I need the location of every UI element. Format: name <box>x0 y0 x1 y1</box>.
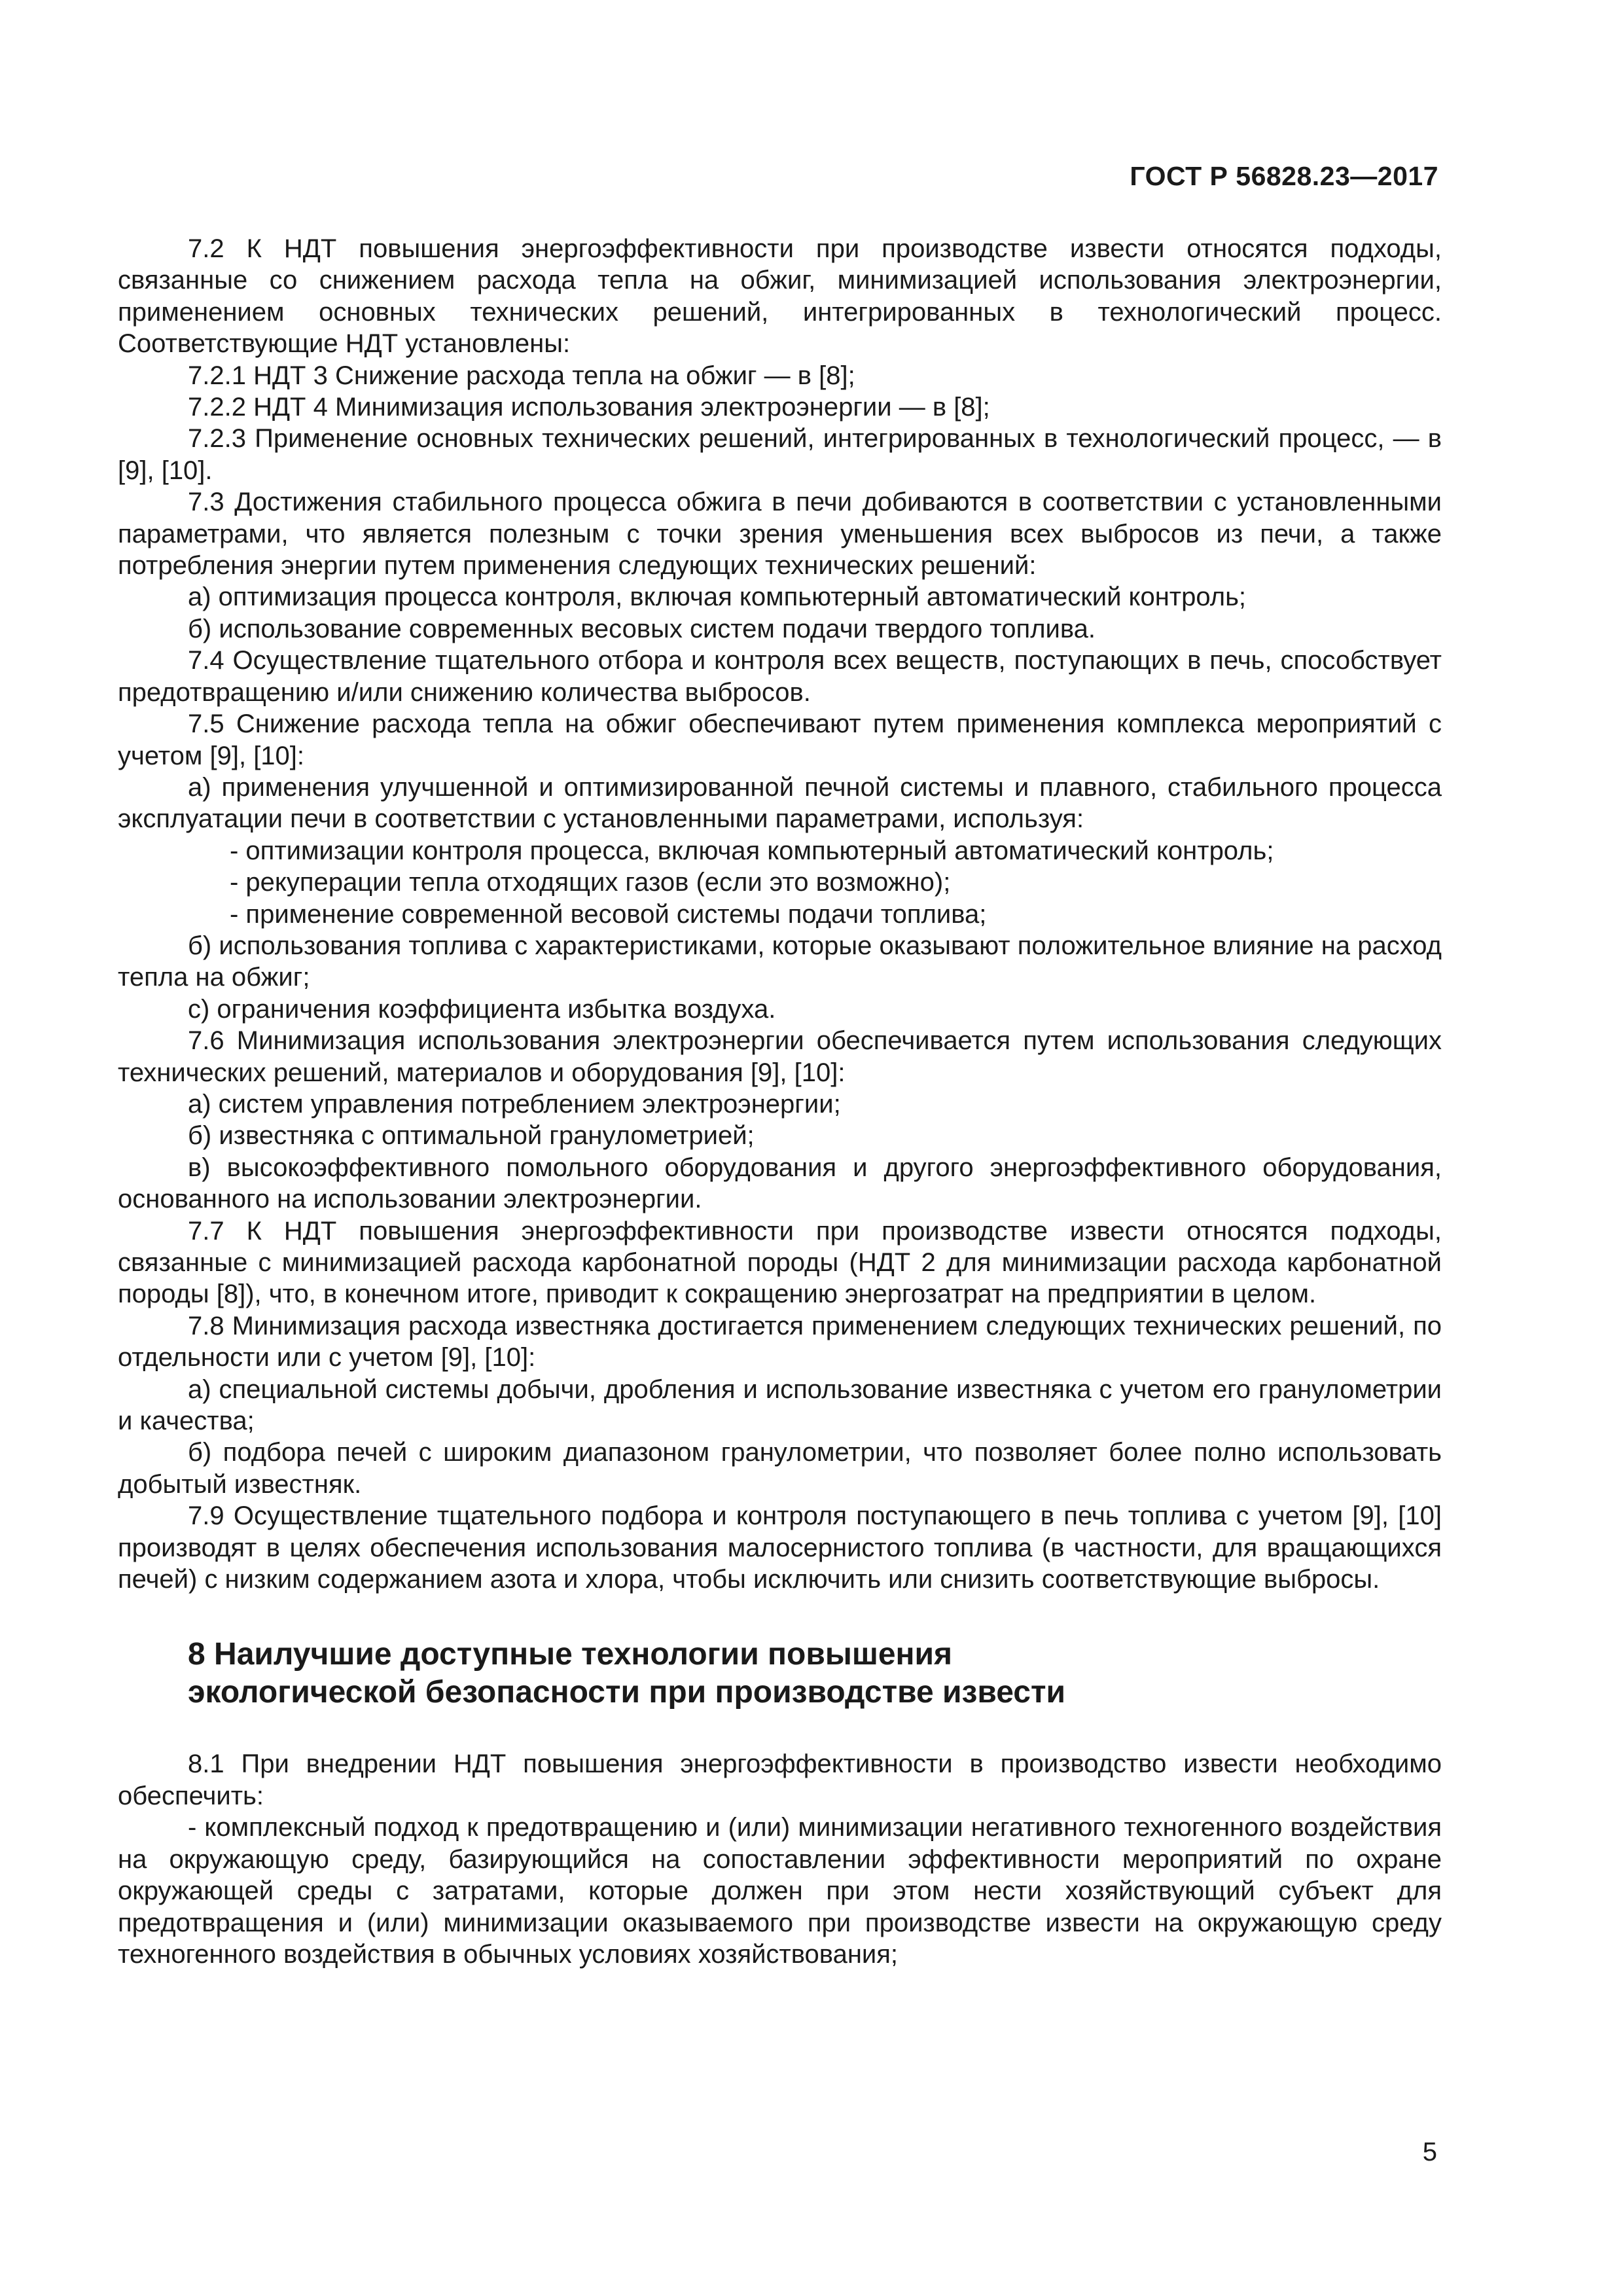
paragraph-7-2: 7.2 К НДТ повышения энергоэффективности при производстве извести относятся подходы, связанные со снижением расхода тепла на обжиг, минимизацией использования электроэнергии, применением основных технических решений, интегрированных в технологический процесс. Соответствующие НДТ установлены: <box>118 234 1442 359</box>
list-item-7-3-a: а) оптимизация процесса контроля, включая компьютерный автоматический контроль; <box>188 583 1247 612</box>
list-item-7-5-c: с) ограничения коэффициента избытка воздуха. <box>188 994 776 1024</box>
section-8-heading-line-1: 8 Наилучшие доступные технологии повышения <box>188 1637 953 1672</box>
document-body <box>118 233 1442 1970</box>
dash-item-7-5-a-2: - рекуперации тепла отходящих газов (если это возможно); <box>230 868 951 897</box>
dash-item-7-5-a-3: - применение современной весовой системы подачи топлива; <box>230 899 987 929</box>
list-item-7-6-a: а) систем управления потреблением электроэнергии; <box>188 1089 841 1119</box>
paragraph-7-2-3: 7.2.3 Применение основных технических решений, интегрированных в технологический процесс, — в [9], [10]. <box>118 424 1442 485</box>
list-item-7-8-b: б) подбора печей с широким диапазоном гранулометрии, что позволяет более полно использовать добытый известняк. <box>118 1438 1442 1499</box>
paragraph-8-1: 8.1 При внедрении НДТ повышения энергоэффективности в производство извести необходимо обеспечить: <box>118 1749 1442 1810</box>
section-8-heading <box>188 1636 1442 1712</box>
paragraph-7-4: 7.4 Осуществление тщательного отбора и контроля всех веществ, поступающих в печь, способствует предотвращению и/или снижению количества выбросов. <box>118 646 1442 707</box>
page-number: 5 <box>1422 2138 1437 2166</box>
list-item-7-8-a: а) специальной системы добычи, дробления и использование известняка с учетом его гранулометрии и качества; <box>118 1374 1442 1436</box>
section-8-heading-line-2: экологической безопасности при производстве извести <box>188 1675 1065 1710</box>
list-item-7-3-b: б) использование современных весовых систем подачи твердого топлива. <box>188 614 1096 643</box>
list-item-7-5-a: а) применения улучшенной и оптимизированной печной системы и плавного, стабильного процесса эксплуатации печи в соответствии с установленными параметрами, используя: <box>118 772 1442 834</box>
paragraph-7-6: 7.6 Минимизация использования электроэнергии обеспечивается путем использования следующих технических решений, материалов и оборудования [9], [10]: <box>118 1026 1442 1087</box>
dash-item-8-1-1: - комплексный подход к предотвращению и (или) минимизации негативного техногенного воздействия на окружающую среду, базирующийся на сопоставлении эффективности мероприятий по охране окружающей среды с затратами, которые должен при этом нести хозяйствующий субъект для предотвращения и (или) минимизации оказываемого при производстве извести на окружающую среду техногенного воздействия в обычных условиях хозяйствования; <box>118 1813 1442 1969</box>
list-item-7-5-b: б) использования топлива с характеристиками, которые оказывают положительное влияние на расход тепла на обжиг; <box>118 931 1442 992</box>
document-header: ГОСТ Р 56828.23—2017 <box>1130 161 1438 191</box>
paragraph-7-9: 7.9 Осуществление тщательного подбора и контроля поступающего в печь топлива с учетом [9], [10] производят в целях обеспечения использования малосернистого топлива (в частности, для вращающихся печей) с низким содержанием азота и хлора, чтобы исключить или снизить соответствующие выбросы. <box>118 1501 1442 1594</box>
paragraph-7-3: 7.3 Достижения стабильного процесса обжига в печи добиваются в соответствии с установленными параметрами, что является полезным с точки зрения уменьшения всех выбросов из печи, а также потребления энергии путем применения следующих технических решений: <box>118 488 1442 581</box>
dash-item-7-5-a-1: - оптимизации контроля процесса, включая компьютерный автоматический контроль; <box>230 836 1274 865</box>
paragraph-7-2-2: 7.2.2 НДТ 4 Минимизация использования электроэнергии — в [8]; <box>188 393 990 422</box>
paragraph-7-7: 7.7 К НДТ повышения энергоэффективности при производстве извести относятся подходы, связанные с минимизацией расхода карбонатной породы (НДТ 2 для минимизации расхода карбонатной породы [8]), что, в конечном итоге, приводит к сокращению энергозатрат на предприятии в целом. <box>118 1216 1442 1309</box>
list-item-7-6-b: б) известняка с оптимальной гранулометрией; <box>188 1121 755 1151</box>
paragraph-7-5: 7.5 Снижение расхода тепла на обжиг обеспечивают путем применения комплекса мероприятий с учетом [9], [10]: <box>118 709 1442 770</box>
list-item-7-6-v: в) высокоэффективного помольного оборудования и другого энергоэффективного оборудования, основанного на использовании электроэнергии. <box>118 1153 1442 1214</box>
paragraph-7-2-1: 7.2.1 НДТ 3 Снижение расхода тепла на обжиг — в [8]; <box>188 361 855 390</box>
paragraph-7-8: 7.8 Минимизация расхода известняка достигается применением следующих технических решений, по отдельности или с учетом [9], [10]: <box>118 1311 1442 1372</box>
